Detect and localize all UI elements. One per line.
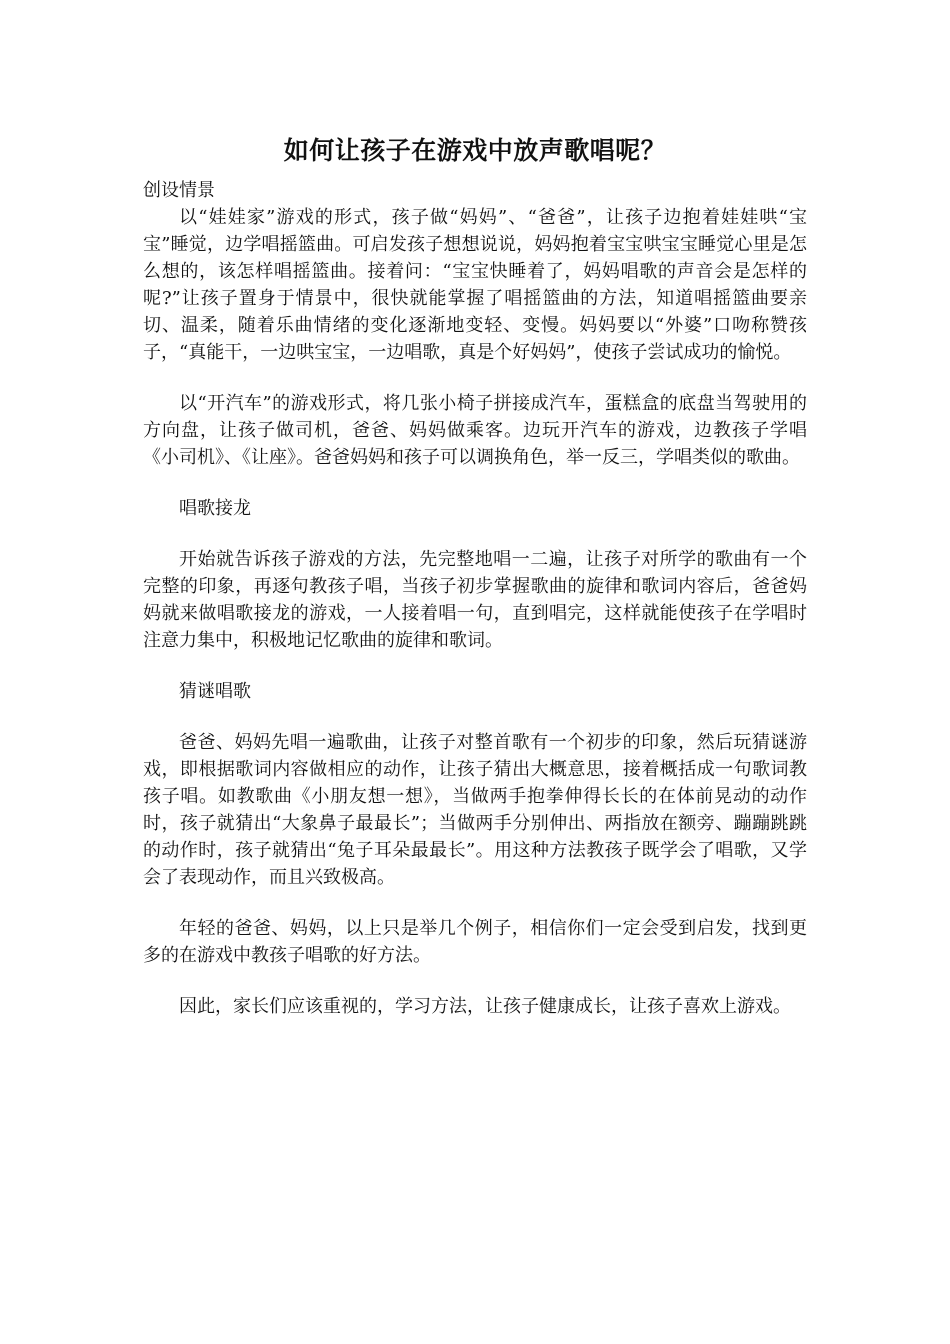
document-title: 如何让孩子在游戏中放声歌唱呢？ [283,136,667,165]
paragraph-conclusion: 因此，家长们应该重视的，学习方法，让孩子健康成长，让孩子喜欢上游戏。 [179,996,791,1017]
paragraph-drive-car: 以“开汽车”的游戏形式，将几张小椅子拼接成汽车，蛋糕盒的底盘当驾驶用的方向盘，让孩子做司机，爸爸、妈妈做乘客。边玩开汽车的游戏，边教孩子学唱《小司机》、《让座》。爸爸妈妈和孩子可以调换角色，举一反三，学唱类似的歌曲。 [143,393,807,468]
paragraph-song-relay: 开始就告诉孩子游戏的方法，先完整地唱一二遍，让孩子对所学的歌曲有一个完整的印象，再逐句教孩子唱，当孩子初步掌握歌曲的旋律和歌词内容后，爸爸妈妈就来做唱歌接龙的游戏，一人接着唱一句，直到唱完，这样就能使孩子在学唱时注意力集中，积极地记忆歌曲的旋律和歌词。 [143,549,807,651]
section-heading-scenario: 创设情景 [143,180,215,201]
document-body [143,133,807,1044]
section-heading-song-relay: 唱歌接龙 [179,498,251,519]
paragraph-parents-note: 年轻的爸爸、妈妈，以上只是举几个例子，相信你们一定会受到启发，找到更多的在游戏中教孩子唱歌的好方法。 [143,918,807,966]
section-heading-riddle-singing: 猜谜唱歌 [179,681,251,702]
paragraph-doll-house: 以“娃娃家”游戏的形式，孩子做“妈妈”、“爸爸”，让孩子边抱着娃娃哄“宝宝”睡觉，边学唱摇篮曲。可启发孩子想想说说，妈妈抱着宝宝哄宝宝睡觉心里是怎么想的，该怎样唱摇篮曲。接着问：“宝宝快睡着了，妈妈唱歌的声音会是怎样的呢?”让孩子置身于情景中，很快就能掌握了唱摇篮曲的方法，知道唱摇篮曲要亲切、温柔，随着乐曲情绪的变化逐渐地变轻、变慢。妈妈要以“外婆”口吻称赞孩子，“真能干，一边哄宝宝，一边唱歌，真是个好妈妈”，使孩子尝试成功的愉悦。 [143,207,807,363]
paragraph-riddle-singing: 爸爸、妈妈先唱一遍歌曲，让孩子对整首歌有一个初步的印象，然后玩猜谜游戏，即根据歌词内容做相应的动作，让孩子猜出大概意思，接着概括成一句歌词教孩子唱。如教歌曲《小朋友想一想》，当做两手抱拳伸得长长的在体前晃动的动作时，孩子就猜出“大象鼻子最最长”；当做两手分别伸出、两指放在额旁、蹦蹦跳跳的动作时，孩子就猜出“兔子耳朵最最长”。用这种方法教孩子既学会了唱歌，又学会了表现动作，而且兴致极高。 [143,732,807,888]
